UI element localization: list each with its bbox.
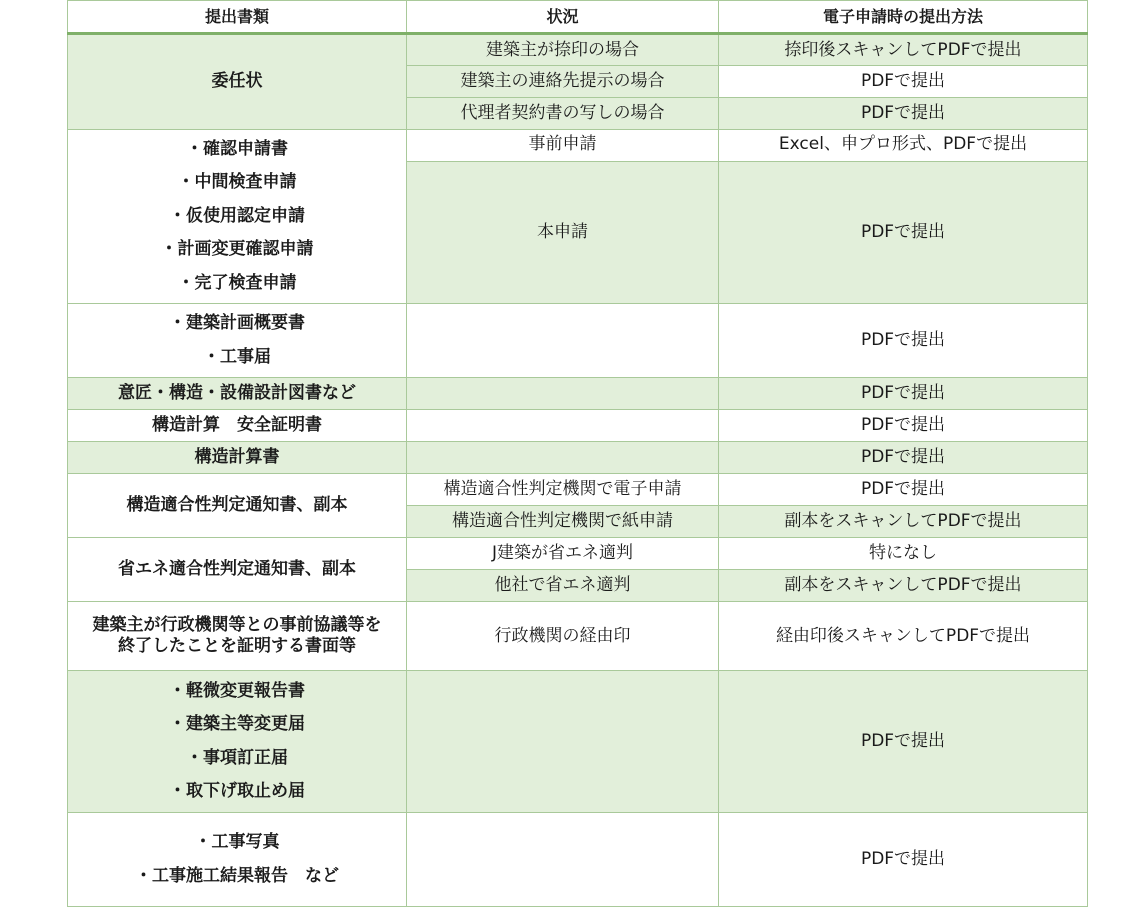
method-cell: PDFで提出 xyxy=(719,162,1088,304)
table-row xyxy=(68,602,1088,671)
category-cell: ・工事写真 ・工事施工結果報告 など xyxy=(68,813,407,907)
status-cell: 代理者契約書の写しの場合 xyxy=(407,98,719,130)
table-row xyxy=(68,538,1088,570)
method-cell: PDFで提出 xyxy=(719,671,1088,813)
category-cell: 建築主が行政機関等との事前協議等を 終了したことを証明する書面等 xyxy=(68,602,407,671)
method-cell: 捺印後スキャンしてPDFで提出 xyxy=(719,34,1088,66)
header-status: 状況 xyxy=(407,1,719,34)
status-cell: 構造適合性判定機関で紙申請 xyxy=(407,506,719,538)
header-document-type: 提出書類 xyxy=(68,1,407,34)
table-row xyxy=(68,34,1088,66)
table-row xyxy=(68,410,1088,442)
table-row xyxy=(68,304,1088,378)
method-cell: 副本をスキャンしてPDFで提出 xyxy=(719,570,1088,602)
category-cell: 構造適合性判定通知書、副本 xyxy=(68,474,407,538)
status-cell: 本申請 xyxy=(407,162,719,304)
header-submission-method: 電子申請時の提出方法 xyxy=(719,1,1088,34)
category-cell: 省エネ適合性判定通知書、副本 xyxy=(68,538,407,602)
method-cell: PDFで提出 xyxy=(719,474,1088,506)
table-row xyxy=(68,813,1088,907)
category-cell: 構造計算 安全証明書 xyxy=(68,410,407,442)
method-cell: 副本をスキャンしてPDFで提出 xyxy=(719,506,1088,538)
status-cell: 他社で省エネ適判 xyxy=(407,570,719,602)
status-cell xyxy=(407,442,719,474)
category-cell: 委任状 xyxy=(68,34,407,130)
table-row xyxy=(68,474,1088,506)
table-row xyxy=(68,130,1088,162)
status-cell: J建築が省エネ適判 xyxy=(407,538,719,570)
method-cell: 経由印後スキャンしてPDFで提出 xyxy=(719,602,1088,671)
status-cell xyxy=(407,671,719,813)
status-cell: 構造適合性判定機関で電子申請 xyxy=(407,474,719,506)
table-row xyxy=(68,442,1088,474)
table-row xyxy=(68,671,1088,813)
method-cell: 特になし xyxy=(719,538,1088,570)
category-cell: ・軽微変更報告書 ・建築主等変更届 ・事項訂正届 ・取下げ取止め届 xyxy=(68,671,407,813)
table-row xyxy=(68,378,1088,410)
category-cell: ・確認申請書 ・中間検査申請 ・仮使用認定申請 ・計画変更確認申請 ・完了検査申請 xyxy=(68,130,407,304)
method-cell: PDFで提出 xyxy=(719,66,1088,98)
status-cell: 建築主の連絡先提示の場合 xyxy=(407,66,719,98)
status-cell: 行政機関の経由印 xyxy=(407,602,719,671)
method-cell: PDFで提出 xyxy=(719,813,1088,907)
status-cell: 事前申請 xyxy=(407,130,719,162)
header-row xyxy=(68,1,1088,34)
status-cell xyxy=(407,410,719,442)
method-cell: PDFで提出 xyxy=(719,442,1088,474)
method-cell: PDFで提出 xyxy=(719,98,1088,130)
category-cell: 構造計算書 xyxy=(68,442,407,474)
method-cell: Excel、申プロ形式、PDFで提出 xyxy=(719,130,1088,162)
submission-table xyxy=(67,0,1088,907)
category-cell: 意匠・構造・設備設計図書など xyxy=(68,378,407,410)
status-cell xyxy=(407,813,719,907)
method-cell: PDFで提出 xyxy=(719,410,1088,442)
status-cell xyxy=(407,378,719,410)
status-cell: 建築主が捺印の場合 xyxy=(407,34,719,66)
method-cell: PDFで提出 xyxy=(719,378,1088,410)
method-cell: PDFで提出 xyxy=(719,304,1088,378)
status-cell xyxy=(407,304,719,378)
category-cell: ・建築計画概要書 ・工事届 xyxy=(68,304,407,378)
